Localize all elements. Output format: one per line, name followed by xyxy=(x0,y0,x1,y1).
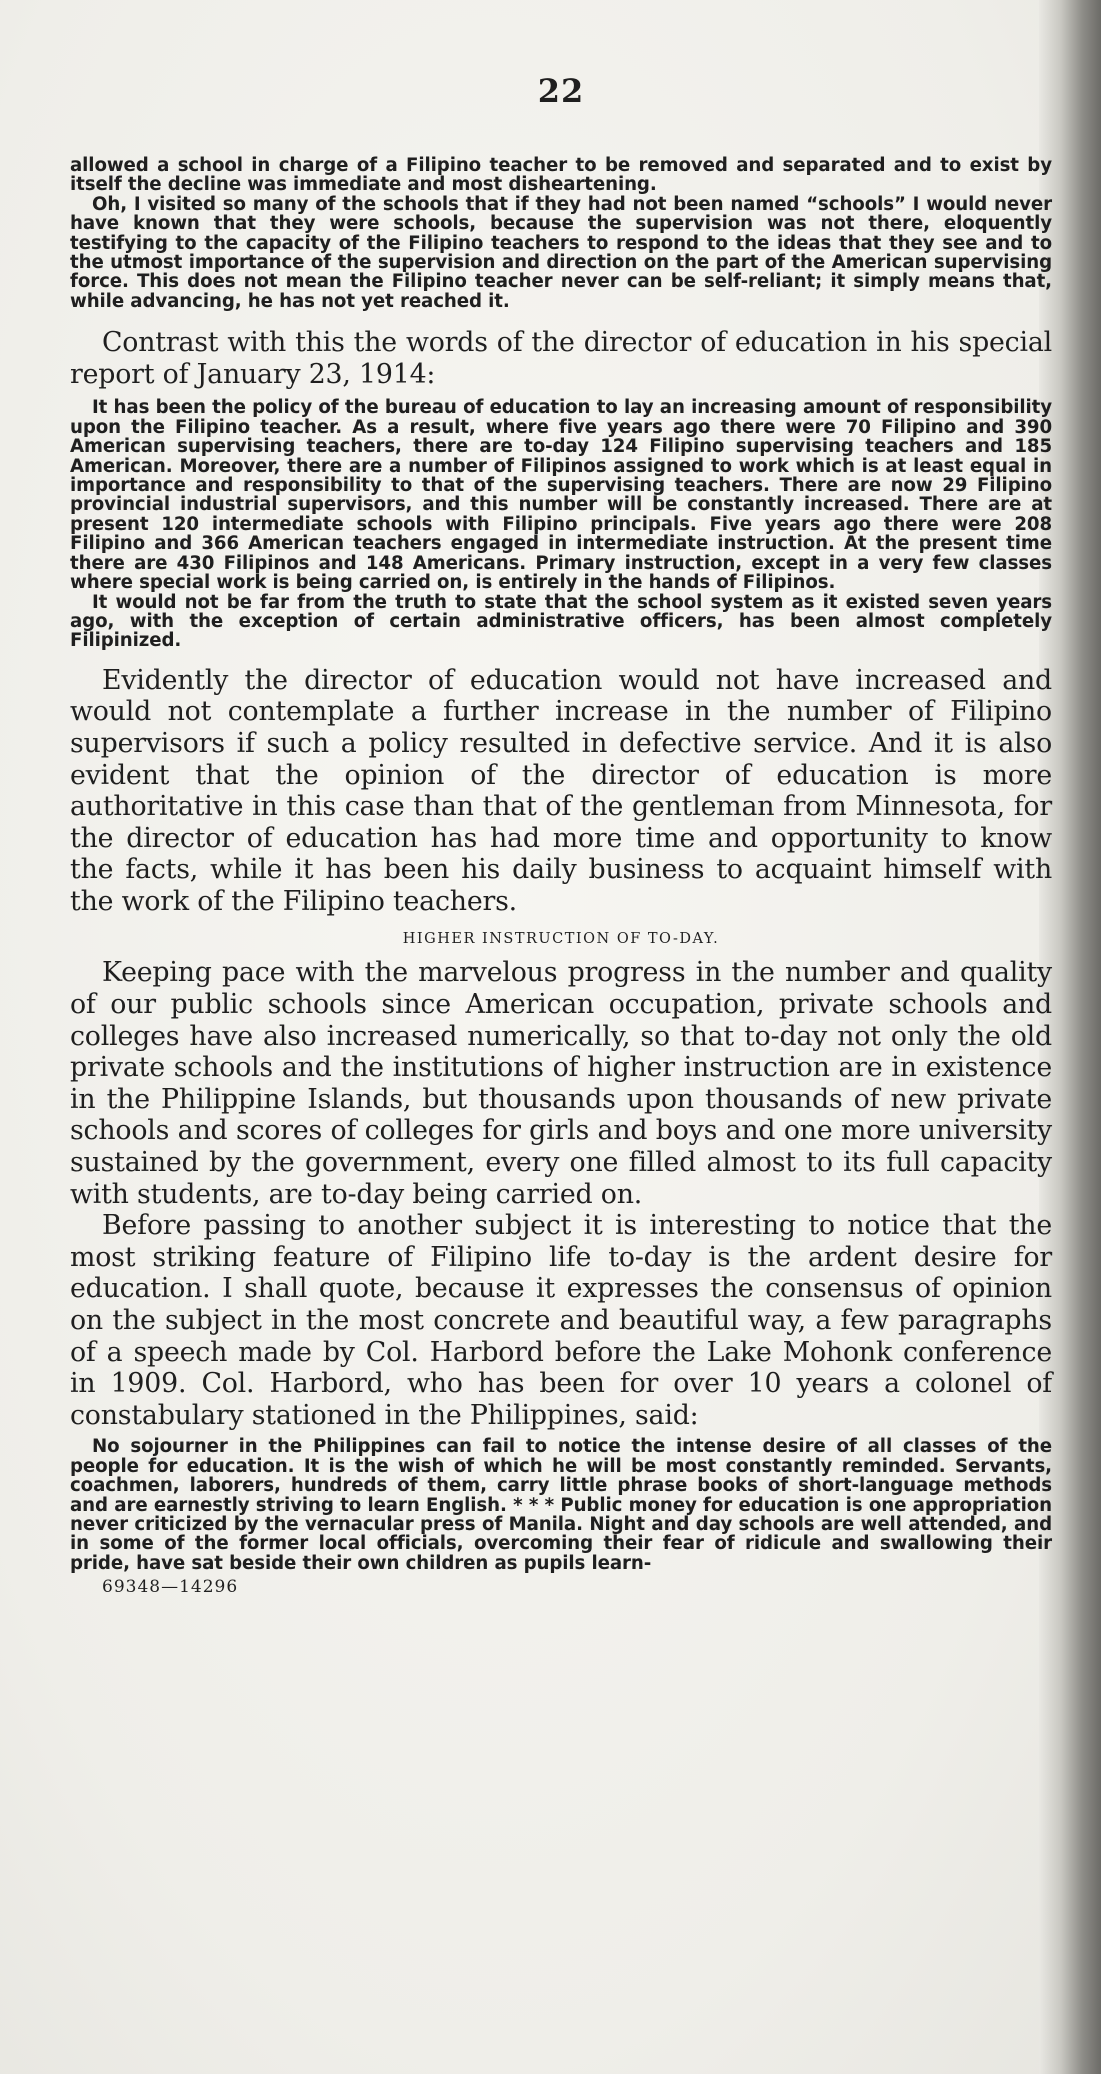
section-heading: HIGHER INSTRUCTION OF TO-DAY. xyxy=(402,931,720,948)
higher-instruction-section xyxy=(70,957,1052,1431)
body-paragraph: Keeping pace with the marvelous progress in the number and quality of our public schools since American occupation, private schools and colleges have also increased numerically, so that to-day not only the old private schools and the institutions of higher instruction are in existence in the Philippine Islands, but thousands upon thousands of new private schools and scores of colleges for girls and boys and one more university sustained by the government, every one filled almost to its full capacity with students, are to-day being carried on. xyxy=(70,957,1052,1210)
print-code-footer: 69348—14296 xyxy=(102,1577,239,1598)
harbord-speech-quote xyxy=(70,1437,1052,1573)
quote-paragraph: It has been the policy of the bureau of education to lay an increasing amount of responsibility upon the Filipino teacher. As a result, where five years ago there were 70 Filipino and 390 American supervising teachers, there are to-day 124 Filipino supervising teachers and 185 American. Moreover, there are a number of Filipinos assigned to work which is at least equal in importance and responsibility to that of the supervising teachers. There are now 29 Filipino provincial industrial supervisors, and this number will be constantly increased. There are at present 120 intermediate schools with Filipino principals. Five years ago there were 208 Filipino and 366 American teachers engaged in intermediate instruction. At the present time there are 430 Filipinos and 148 Americans. Primary instruction, except in a very few classes where special work is being carried on, is entirely in the hands of Filipinos. xyxy=(70,397,1052,594)
contrast-section xyxy=(70,327,1052,390)
body-paragraph: Before passing to another subject it is interesting to notice that the most striking feature of Filipino life to-day is the ardent desire for education. I shall quote, because it expresses the consensus of opinion on the subject in the most concrete and beautiful way, a few paragraphs of a speech made by Col. Harbord before the Lake Mohonk conference in 1909. Col. Harbord, who has been for over 10 years a colonel of constabulary stationed in the Philippines, said: xyxy=(70,1210,1052,1431)
body-paragraph: Evidently the director of education would not have increased and would not contemplate a further increase in the number of Filipino supervisors if such a policy resulted in defective service. And it is also evident that the opinion of the director of education is more authoritative in this case than that of the gentleman from Minnesota, for the director of education has had more time and opportunity to know the facts, while it has been his daily business to acquaint himself with the work of the Filipino teachers. xyxy=(70,664,1052,917)
director-report-quote xyxy=(70,398,1052,650)
page-number: 22 xyxy=(537,72,585,110)
quote-paragraph: It would not be far from the truth to state that the school system as it existed seven years ago, with the exception of certain administrative officers, has been almost completely Filipinized. xyxy=(70,591,1052,652)
testimony-paragraph: allowed a school in charge of a Filipino teacher to be removed and separated and to exist by itself the decline was immediate and most disheartening. xyxy=(70,155,1052,196)
opening-testimony xyxy=(70,156,1052,311)
contrast-paragraph: Contrast with this the words of the director of education in his special report of January 23, 1914: xyxy=(70,327,1052,390)
evidently-section xyxy=(70,665,1052,918)
page-content xyxy=(70,72,1052,1597)
quote-paragraph: No sojourner in the Philippines can fail to notice the intense desire of all classes of the people for education. It is the wish of which he will be most constantly reminded. Servants, coachmen, laborers, hundreds of them, carry little phrase books of short-language methods and are earnestly striving to learn English. * * * Public money for education is one appropriation never criticized by the vernacular press of Manila. Night and day schools are well attended, and in some of the former local officials, overcoming their fear of ridicule and swallowing their pride, have sat beside their own children as pupils learn- xyxy=(70,1436,1052,1574)
testimony-paragraph: Oh, I visited so many of the schools that if they had not been named “schools” I would never have known that they were schools, because the supervision was not there, eloquently testifying to the capacity of the Filipino teachers to respond to the ideas that they see and to the utmost importance of the supervision and direction on the part of the American supervising force. This does not mean the Filipino teacher never can be self-reliant; it simply means that, while advancing, he has not yet reached it. xyxy=(70,193,1052,312)
